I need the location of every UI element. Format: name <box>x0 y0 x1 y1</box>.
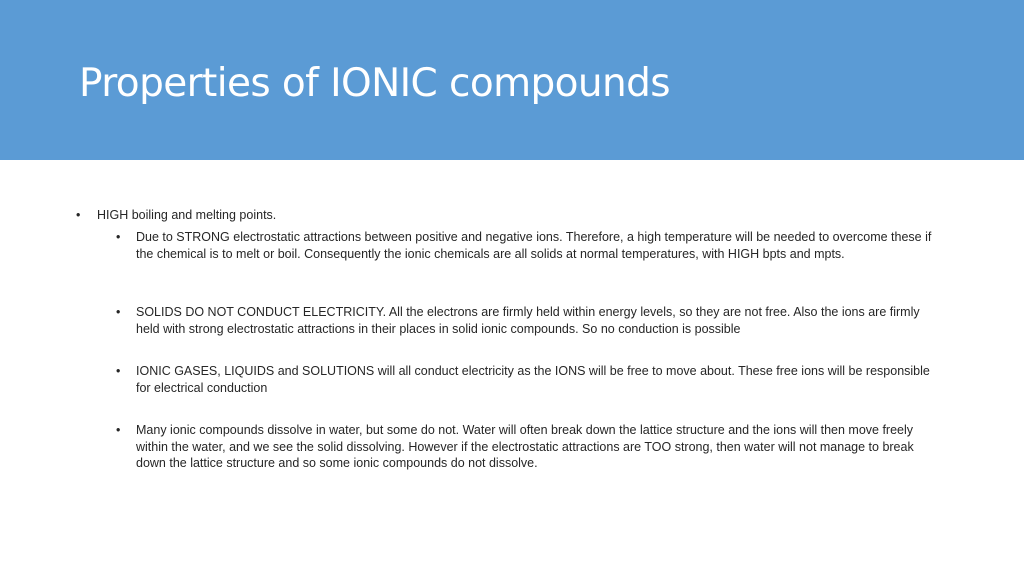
sub-bullet-4-text: Many ionic compounds dissolve in water, but some do not. Water will often break down the lattice structure and the ions will then move freely within the water, and we see the solid dissolving. However if the electrostatic attractions are TOO strong, then water will not manage to break down the lattice structure and so some ionic compounds do not dissolve. <box>136 423 914 470</box>
bullet-glyph: • <box>116 364 121 378</box>
bullet-glyph: • <box>116 423 121 437</box>
sub-bullet-1-text: Due to STRONG electrostatic attractions between positive and negative ions. Therefore, a high temperature will be needed to overcome these if the chemical is to melt or boil. Consequently the ionic chemicals are all solids at normal temperatures, with HIGH bpts and mpts. <box>136 230 932 261</box>
bullet-glyph: • <box>76 208 81 222</box>
bullet-glyph: • <box>116 230 121 244</box>
sub-bullet-3-text: IONIC GASES, LIQUIDS and SOLUTIONS will all conduct electricity as the IONS will be free to move about. These free ions will be responsible for electrical conduction <box>136 364 930 395</box>
slide-title: Properties of IONIC compounds <box>79 61 671 106</box>
bullet-glyph: • <box>116 305 121 319</box>
sub-bullet-2-text: SOLIDS DO NOT CONDUCT ELECTRICITY. All the electrons are firmly held within energy levels, so they are not free. Also the ions are firmly held with strong electrostatic attractions in their places in solid ionic compounds. So no conduction is possible <box>136 305 920 336</box>
bullet-main-text: HIGH boiling and melting points. <box>97 208 277 222</box>
